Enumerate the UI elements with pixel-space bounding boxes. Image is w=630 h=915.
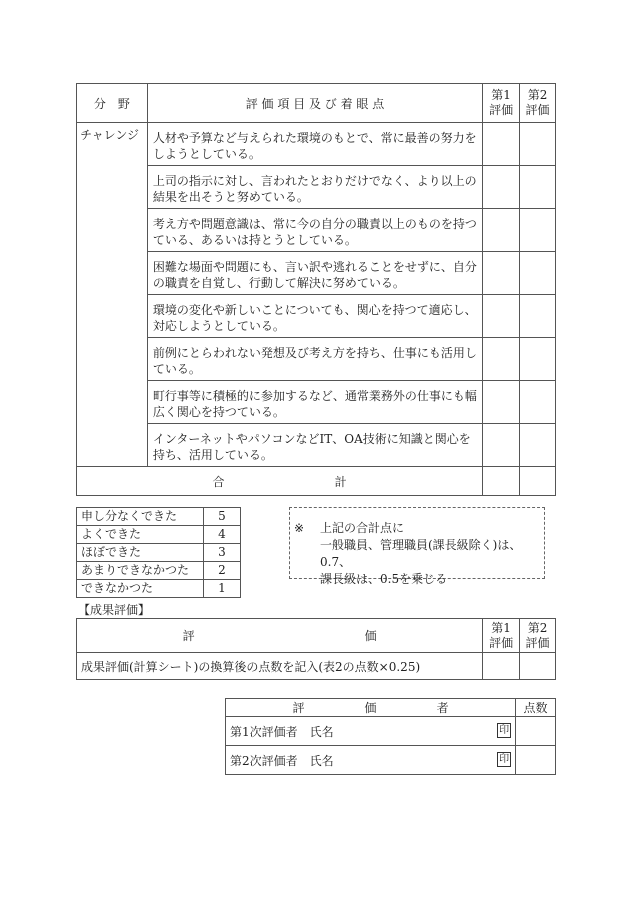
criterion-text: 前例にとらわれない発想及び考え方を持ち、仕事にも活用している。 xyxy=(147,338,482,381)
items-header: 評 価 項 目 及 び 着 眼 点 xyxy=(147,84,482,123)
eval1-input-cell[interactable] xyxy=(483,424,520,467)
category-cell: チャレンジ xyxy=(77,123,148,467)
eval2-header: 第2 評価 xyxy=(520,84,556,123)
first-evaluator-cell[interactable] xyxy=(226,717,516,746)
eval2-input-cell[interactable] xyxy=(520,653,556,680)
eval2-total-cell[interactable] xyxy=(520,467,556,496)
first-evaluator-label: 第1次評価者 氏名 xyxy=(230,724,334,739)
table-row xyxy=(77,544,241,562)
eval2-input-cell[interactable] xyxy=(520,209,556,252)
note-line: 上記の合計点に xyxy=(320,521,405,535)
seal-icon: 印 xyxy=(499,724,510,736)
eval1-input-cell[interactable] xyxy=(483,338,520,381)
table-row xyxy=(77,562,241,580)
eval1-header: 第1 評価 xyxy=(483,84,520,123)
table-row xyxy=(77,526,241,544)
calculation-note xyxy=(289,507,545,586)
table-row xyxy=(77,381,556,424)
table-row xyxy=(77,508,241,526)
table-row xyxy=(226,717,556,746)
scale-value: 2 xyxy=(204,562,241,580)
field-header: 分 野 xyxy=(77,84,148,123)
eval2-input-cell[interactable] xyxy=(520,295,556,338)
eval2-input-cell[interactable] xyxy=(520,424,556,467)
table-header xyxy=(77,84,556,123)
eval2-header: 第2 評価 xyxy=(520,619,556,653)
eval2-input-cell[interactable] xyxy=(520,123,556,166)
table-row xyxy=(77,209,556,252)
table-row xyxy=(77,295,556,338)
eval1-input-cell[interactable] xyxy=(483,166,520,209)
criterion-text: 環境の変化や新しいことについても、関心を持つて適応し、対応しようとしている。 xyxy=(147,295,482,338)
eval1-header: 第1 評価 xyxy=(483,619,520,653)
eval1-total-cell[interactable] xyxy=(483,467,520,496)
note-mark: ※ xyxy=(294,521,305,535)
result-header: 評 価 xyxy=(77,619,483,653)
eval2-input-cell[interactable] xyxy=(520,338,556,381)
score-header: 点数 xyxy=(516,699,556,717)
note-line: 課長級は、0.5を乗じる xyxy=(320,572,448,586)
scale-value: 3 xyxy=(204,544,241,562)
total-label: 合 計 xyxy=(77,467,483,496)
scale-label: 申し分なくできた xyxy=(77,508,204,526)
table-row xyxy=(77,580,241,598)
eval2-input-cell[interactable] xyxy=(520,381,556,424)
table-row xyxy=(77,338,556,381)
second-evaluator-label: 第2次評価者 氏名 xyxy=(230,753,334,768)
scale-label: よくできた xyxy=(77,526,204,544)
result-row-label: 成果評価(計算シート)の換算後の点数を記入(表2の点数×0.25) xyxy=(77,653,483,680)
eval1-input-cell[interactable] xyxy=(483,123,520,166)
criterion-text: インターネットやパソコンなどIT、OA技術に知識と関心を持ち、活用している。 xyxy=(147,424,482,467)
table-header xyxy=(226,699,556,717)
criterion-text: 困難な場面や問題にも、言い訳や逃れることをせずに、自分の職責を自覚し、行動して解決に努めている。 xyxy=(147,252,482,295)
second-evaluator-cell[interactable] xyxy=(226,746,516,775)
criterion-text: 人材や予算など与えられた環境のもとで、常に最善の努力をしようとしている。 xyxy=(147,123,482,166)
note-line: 一般職員、管理職員(課長級除く)は、0.7、 xyxy=(320,538,522,569)
scale-label: あまりできなかつた xyxy=(77,562,204,580)
table-header xyxy=(77,619,556,653)
scale-value: 4 xyxy=(204,526,241,544)
first-score-cell[interactable] xyxy=(516,717,556,746)
scale-value: 5 xyxy=(204,508,241,526)
criterion-text: 上司の指示に対し、言われたとおりだけでなく、より以上の結果を出そうと努めている。 xyxy=(147,166,482,209)
criterion-text: 町行事等に積極的に参加するなど、通常業務外の仕事にも幅広く関心を持つている。 xyxy=(147,381,482,424)
eval1-input-cell[interactable] xyxy=(483,295,520,338)
total-row xyxy=(77,467,556,496)
evaluation-table xyxy=(76,83,556,496)
rating-scale-table xyxy=(76,507,241,598)
second-score-cell[interactable] xyxy=(516,746,556,775)
scale-label: ほぼできた xyxy=(77,544,204,562)
table-row xyxy=(77,123,556,166)
table-row xyxy=(77,166,556,209)
table-row xyxy=(77,653,556,680)
eval1-input-cell[interactable] xyxy=(483,381,520,424)
table-row xyxy=(226,746,556,775)
seal-icon: 印 xyxy=(499,753,510,765)
evaluator-header: 評 価 者 xyxy=(226,699,516,717)
table-row xyxy=(77,424,556,467)
scale-label: できなかつた xyxy=(77,580,204,598)
eval2-input-cell[interactable] xyxy=(520,166,556,209)
evaluator-table xyxy=(225,698,556,775)
criterion-text: 考え方や問題意識は、常に今の自分の職責以上のものを持つている、あるいは持とうとしている。 xyxy=(147,209,482,252)
scale-value: 1 xyxy=(204,580,241,598)
eval2-input-cell[interactable] xyxy=(520,252,556,295)
table-row xyxy=(77,252,556,295)
eval1-input-cell[interactable] xyxy=(483,252,520,295)
eval1-input-cell[interactable] xyxy=(483,209,520,252)
result-table xyxy=(76,618,556,680)
eval1-input-cell[interactable] xyxy=(483,653,520,680)
section-title: 【成果評価】 xyxy=(78,603,151,617)
